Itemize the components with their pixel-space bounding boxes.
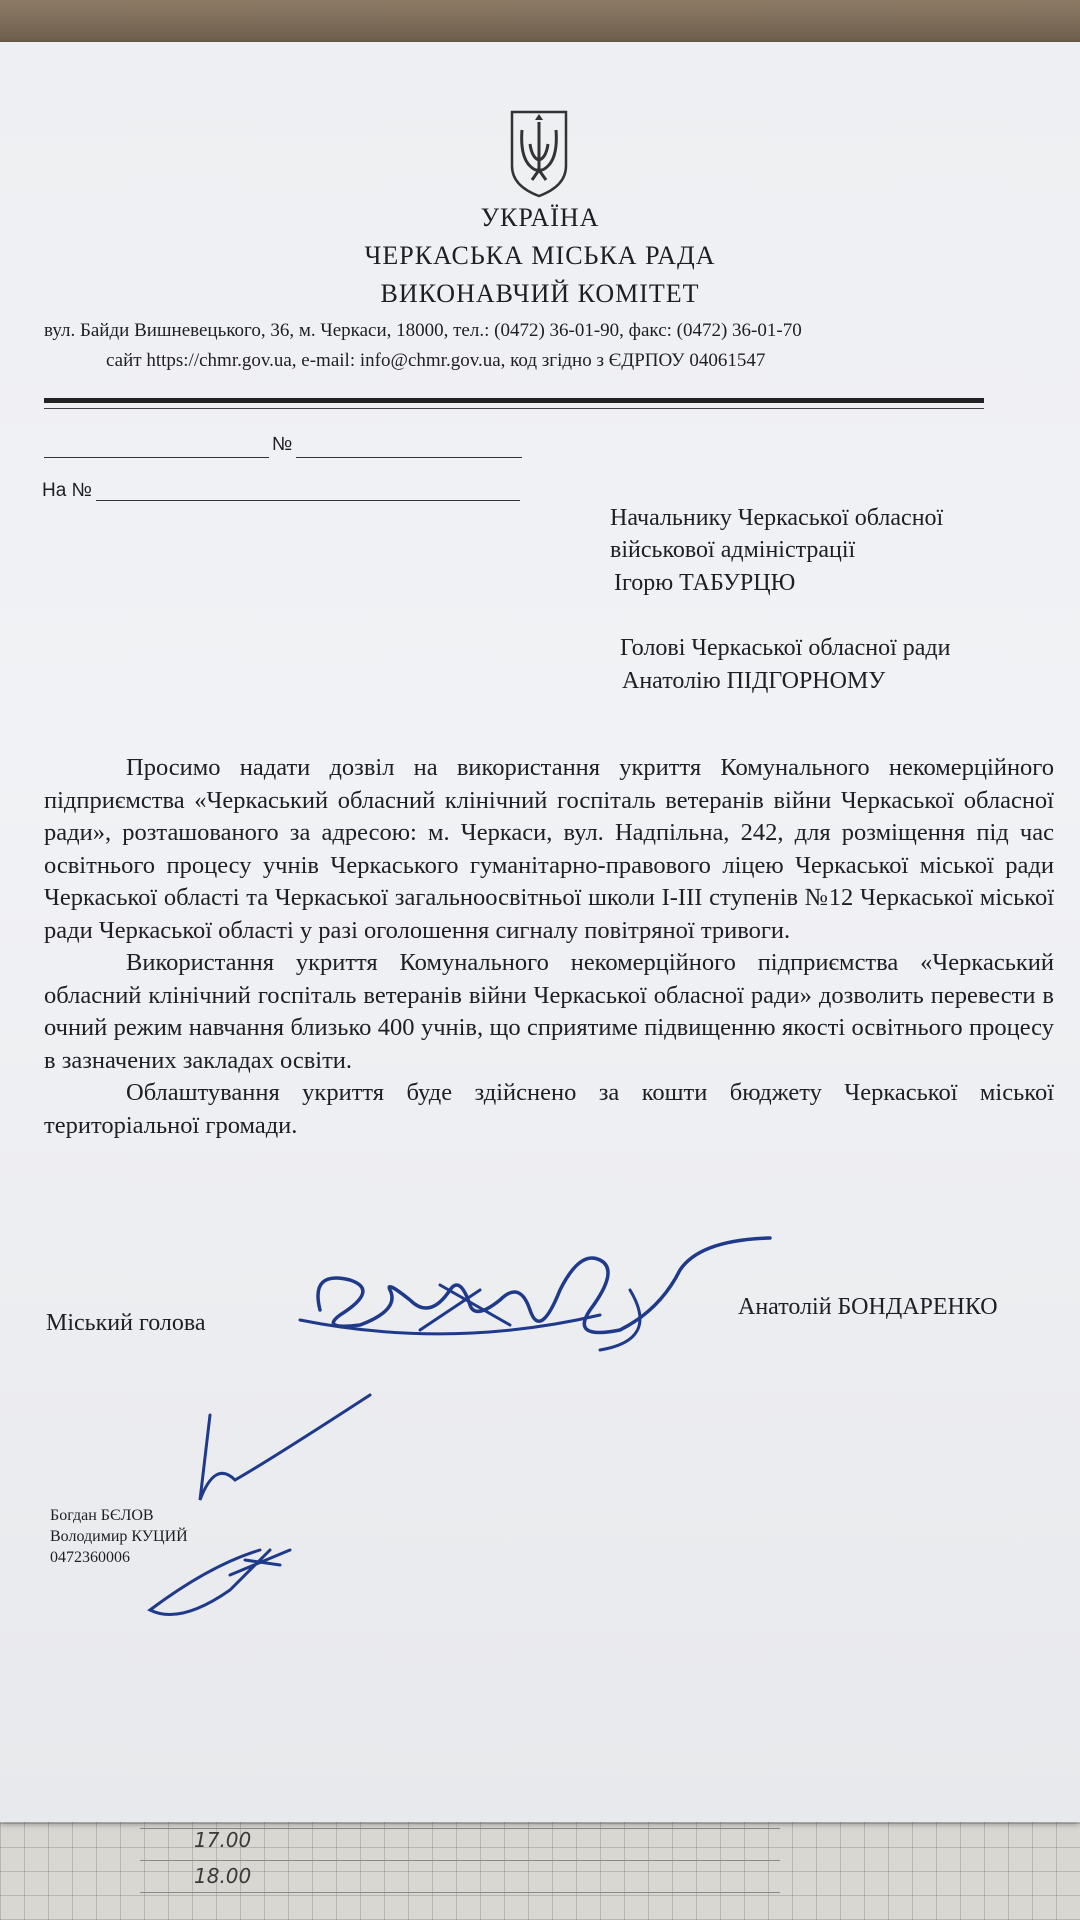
body-paragraph-2: Використання укриття Комунального некомерційного підприємства «Черкаський обласний клінічний госпіталь ветеранів війни Черкаської обласної ради» дозволить перевести в очний режим навчання близько 400 учнів, що сприятиме підвищенню якості освітнього процесу в зазначених закладах освіти. xyxy=(44,949,1054,1074)
letter-body xyxy=(44,752,1054,1142)
body-paragraph-1: Просимо надати дозвіл на використання укриття Комунального некомерційного підприємства «Черкаський обласний клінічний госпіталь ветеранів війни Черкаської обласної ради», розташованого за адресою: м. Черкаси, вул. Надпільна, 242, для розміщення під час освітнього процесу учнів Черкаського гуманітарно-правового ліцею Черкаської міської ради Черкаської області та Черкаської загальноосвітньої школи І-ІІІ ступенів №12 Черкаської міської ради Черкаської області у разі оголошення сигналу повітряної тривоги. xyxy=(44,754,1054,944)
addressee-2-line1: Голові Черкаської обласної ради xyxy=(620,635,951,661)
addressee-2-name: Анатолію ПІДГОРНОМУ xyxy=(622,668,886,694)
body-paragraph-3: Облаштування укриття буде здійснено за кошти бюджету Черкаської міської територіальної громади. xyxy=(44,1079,1054,1139)
registration-number-line xyxy=(296,457,522,458)
signature-position: Міський голова xyxy=(46,1310,206,1336)
header-rule-thin xyxy=(44,408,984,409)
trident-coat-of-arms-icon xyxy=(508,108,570,198)
executor-1: Богдан БЄЛОВ xyxy=(50,1507,154,1524)
executor-phone: 0472360006 xyxy=(50,1549,130,1566)
handwritten-signature-mayor xyxy=(300,1230,780,1360)
registration-date-line xyxy=(44,457,269,458)
header-address: вул. Байди Вишневецького, 36, м. Черкаси, 18000, тел.: (0472) 36-01-90, факс: (0472) 36-01-70 xyxy=(44,320,802,341)
reply-number-line xyxy=(96,500,520,501)
signature-name: Анатолій БОНДАРЕНКО xyxy=(738,1294,998,1320)
reply-number-label: На № xyxy=(42,480,92,501)
addressee-1-name: Ігорю ТАБУРЦЮ xyxy=(614,570,796,596)
header-contacts: сайт https://chmr.gov.ua, e-mail: info@chmr.gov.ua, код згідно з ЄДРПОУ 04061547 xyxy=(106,350,766,371)
time-note-1: 17.00 xyxy=(194,1828,252,1852)
header-council: ЧЕРКАСЬКА МІСЬКА РАДА xyxy=(364,241,716,270)
addressee-1-line2: військової адміністрації xyxy=(610,537,856,563)
handwritten-initials xyxy=(140,1390,380,1620)
executor-2: Володимир КУЦИЙ xyxy=(50,1528,188,1545)
header-rule-thick xyxy=(44,398,984,403)
addressee-1-line1: Начальнику Черкаської обласної xyxy=(610,505,944,531)
time-note-2: 18.00 xyxy=(194,1864,252,1888)
registration-number-label: № xyxy=(272,434,293,455)
header-committee: ВИКОНАВЧИЙ КОМІТЕТ xyxy=(380,279,700,308)
header-country: УКРАЇНА xyxy=(480,203,600,232)
